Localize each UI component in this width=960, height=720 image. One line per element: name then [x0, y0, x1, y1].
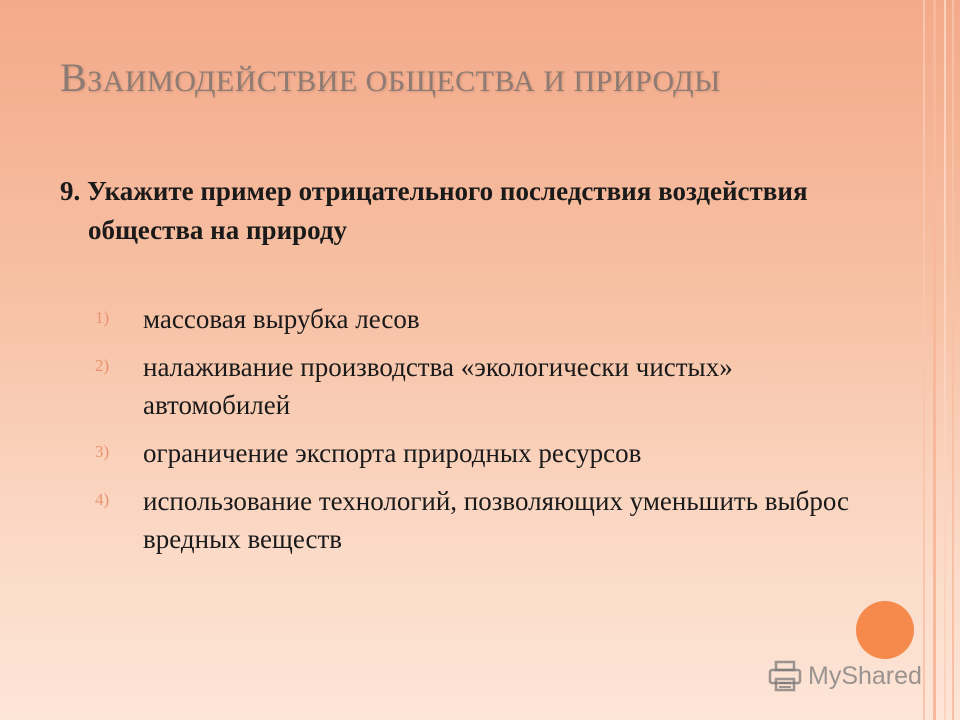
frame-line — [923, 0, 925, 720]
option-number: 2) — [95, 356, 110, 375]
option-text: использование технологий, позволяющих уменьшить выброс вредных веществ — [143, 486, 850, 554]
answer-option-4 — [95, 482, 855, 558]
myshared-watermark[interactable] — [768, 656, 922, 696]
option-text: массовая вырубка лесов — [143, 304, 420, 334]
frame-line — [933, 0, 936, 720]
answer-options-list — [95, 300, 855, 568]
option-text: ограничение экспорта природных ресурсов — [143, 438, 642, 468]
answer-option-3 — [95, 434, 855, 472]
answer-option-1 — [95, 300, 855, 338]
title-rest: ЗАИМОДЕЙСТВИЕ ОБЩЕСТВА И ПРИРОДЫ — [87, 65, 721, 98]
decorative-circle — [856, 601, 914, 659]
title-first-letter: В — [60, 55, 88, 100]
option-number: 3) — [95, 442, 110, 461]
question-text: 9. Укажите пример отрицательного последствия воздействия общества на природу — [60, 176, 808, 245]
frame-line — [944, 0, 946, 720]
watermark-text: MyShared — [808, 661, 922, 690]
answer-option-2 — [95, 348, 855, 424]
option-text: налаживание производства «экологически чистых» автомобилей — [143, 352, 733, 420]
option-number: 1) — [95, 308, 110, 327]
frame-line — [952, 0, 954, 720]
printer-icon — [768, 660, 802, 692]
slide-title — [60, 52, 860, 108]
option-number: 4) — [95, 490, 110, 509]
